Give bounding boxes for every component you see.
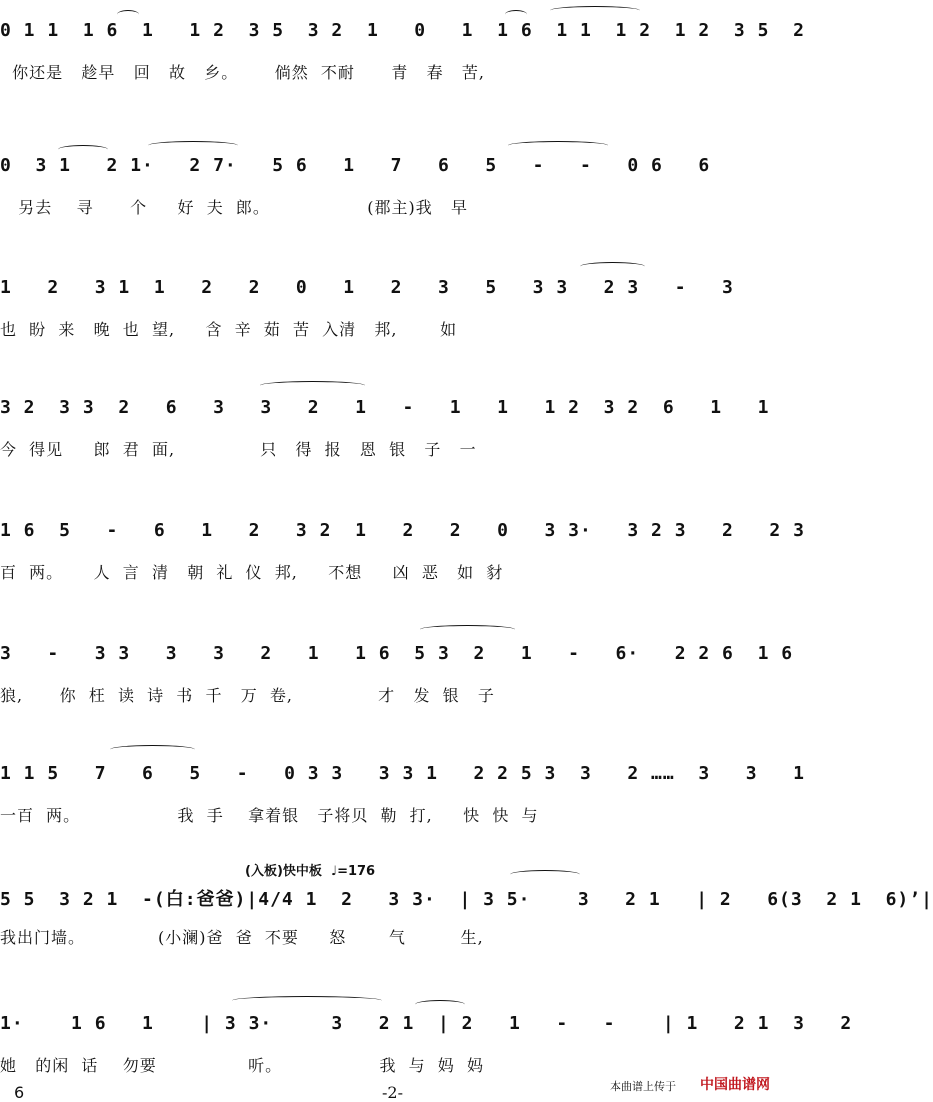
corner-number: 6 (14, 1083, 25, 1102)
notation-line: 1 6 5 - 6 1 2 3 2 1 2 2 0 3 3· 3 2 3 2 2 3 (0, 520, 805, 541)
notation-line: 1 1 5 7 6 5 - 0 3 3 3 3 1 2 2 5 3 3 2 …… 3 3 1 (0, 763, 805, 784)
staff-system-5 (0, 520, 805, 590)
footer-caption: 本曲谱上传于 (610, 1080, 676, 1093)
staff-system-7 (0, 763, 805, 833)
slur-mark (415, 1000, 465, 1009)
slur-mark (420, 625, 515, 634)
lyrics-line: 她 的闲 话 勿要 听。 我 与 妈 妈 (0, 1056, 484, 1075)
site-logo[interactable]: 中国曲谱网 (700, 1077, 770, 1093)
slur-mark (110, 745, 195, 754)
lyrics-line: 你还是 趁早 回 故 乡。 倘然 不耐 青 春 苦, (0, 63, 486, 82)
slur-mark (550, 6, 640, 15)
lyrics-line: 狼, 你 枉 读 诗 书 千 万 卷, 才 发 银 子 (0, 686, 495, 705)
page-number: -2- (382, 1083, 403, 1102)
tempo-mark: (入板)快中板 ♩=176 (245, 864, 376, 879)
slur-mark (508, 141, 608, 150)
lyrics-line: 百 两。 人 言 清 朝 礼 仪 邦, 不想 凶 恶 如 豺 (0, 563, 504, 582)
slur-mark (232, 996, 382, 1005)
lyrics-line: 一百 两。 我 手 拿着银 子将贝 勒 打, 快 快 与 (0, 806, 539, 825)
lyrics-line: 另去 寻 个 好 夫 郎。 (郡主)我 早 (0, 198, 469, 217)
notation-line: 1 2 3 1 1 2 2 0 1 2 3 5 3 3 2 3 - 3 (0, 277, 734, 298)
staff-system-3 (0, 277, 800, 347)
slur-mark (260, 381, 365, 390)
staff-system-1 (0, 20, 805, 90)
notation-line: 1· 1 6 1 | 3 3· 3 2 1 | 2 1 - - | 1 2 1 3 2 (0, 1013, 853, 1034)
slur-mark (510, 870, 580, 879)
lyrics-line: 也 盼 来 晚 也 望, 含 辛 茹 苦 入清 邦, 如 (0, 320, 458, 339)
notation-line: 0 1 1 1 6 1 1 2 3 5 3 2 1 0 1 1 6 1 1 1 2 1 2 3 5 2 (0, 20, 805, 41)
slur-mark (505, 10, 527, 19)
staff-system-9 (0, 1013, 853, 1083)
staff-system-2 (0, 155, 800, 225)
slur-mark (58, 145, 108, 154)
staff-system-4 (0, 397, 800, 467)
notation-line: 5 5 3 2 1 -(白:爸爸)|4/4 1 2 3 3· | 3 5· 3 2 1 | 2 6(3 2 1 6)’| (0, 889, 933, 910)
lyrics-line: 我出门墙。 (小澜)爸 爸 不要 怒 气 生, (0, 928, 484, 947)
slur-mark (148, 141, 238, 150)
notation-line: 3 2 3 3 2 6 3 3 2 1 - 1 1 1 2 3 2 6 1 1 (0, 397, 770, 418)
notation-line: 3 - 3 3 3 3 2 1 1 6 5 3 2 1 - 6· 2 2 6 1 6 (0, 643, 794, 664)
slur-mark (580, 262, 645, 271)
staff-system-6 (0, 643, 800, 713)
slur-mark (117, 10, 139, 19)
lyrics-line: 今 得见 郎 君 面, 只 得 报 恩 银 子 一 (0, 440, 477, 459)
notation-line: 0 3 1 2 1· 2 7· 5 6 1 7 6 5 - - 0 6 6 (0, 155, 711, 176)
staff-system-8 (0, 885, 933, 955)
